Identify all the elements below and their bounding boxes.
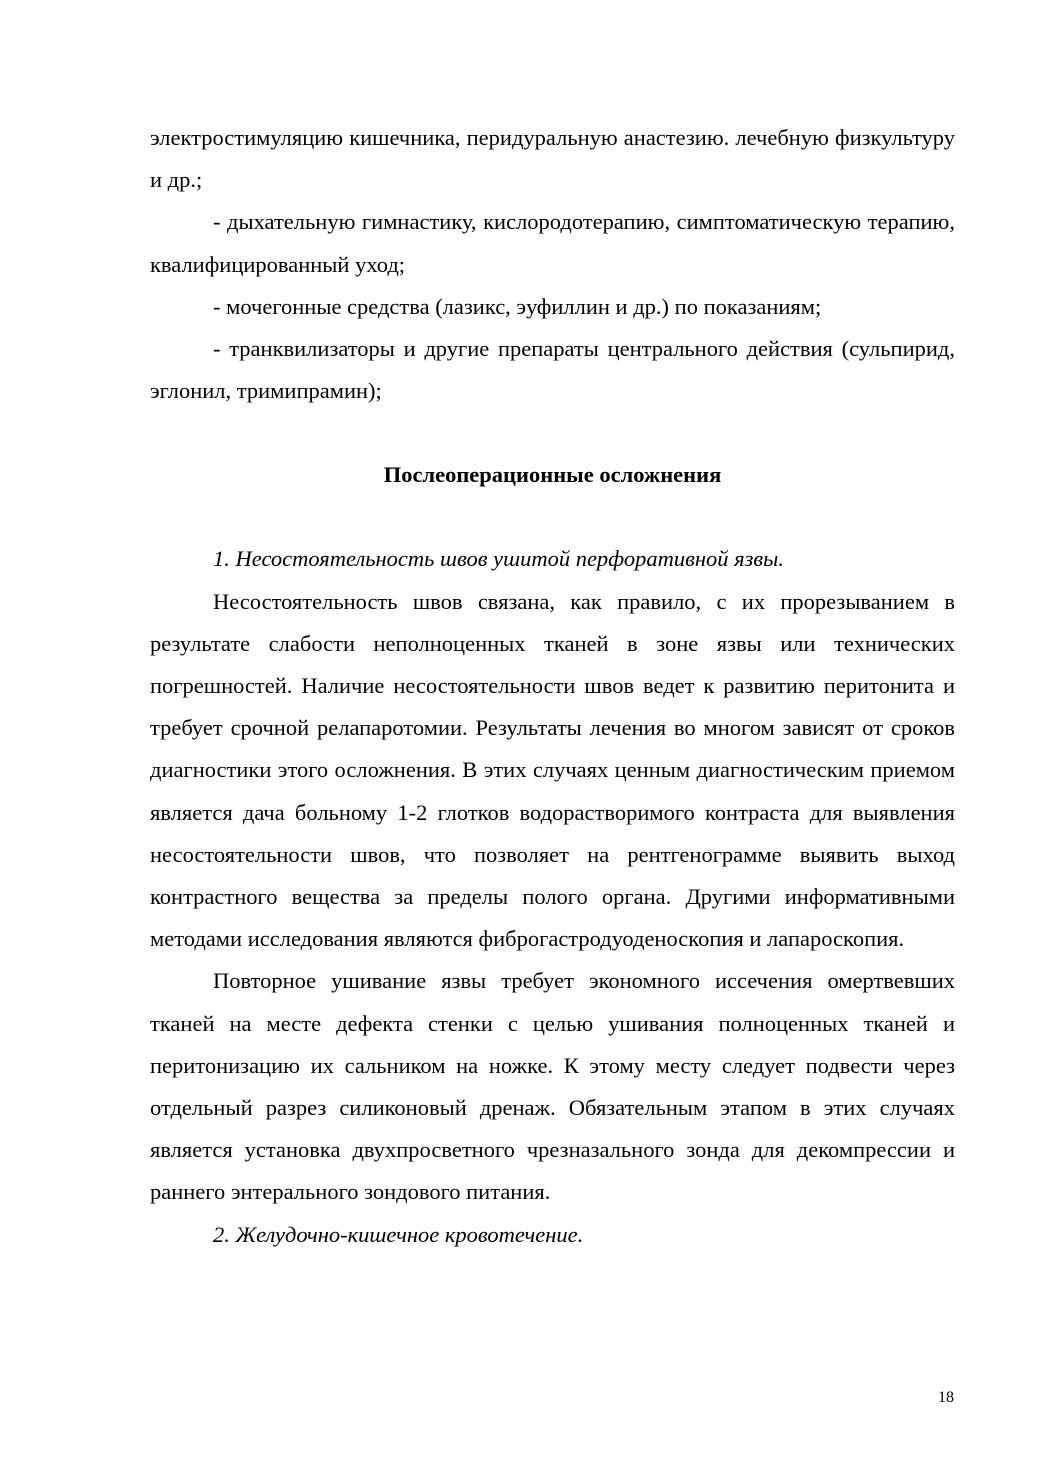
page-body (150, 117, 955, 1256)
subheading-suture-failure: 1. Несостоятельность швов ушитой перфоративной язвы. (213, 546, 785, 572)
subheading-gi-bleeding: 2. Желудочно-кишечное кровотечение. (213, 1221, 584, 1247)
spacer (150, 496, 955, 538)
page-number: 18 (938, 1389, 954, 1406)
list-item-breathing: - дыхательную гимнастику, кислородотерапию, симптоматическую терапию, квалифицированный уход; (150, 209, 955, 277)
section-heading: Послеоперационные осложнения (383, 462, 722, 488)
paragraph-repeat-suturing: Повторное ушивание язвы требует экономного иссечения омертвевших тканей на месте дефекта стенки с целью ушивания полноценных тканей и перитонизацию их сальником на ножке. К этому месту следует подвести через отдельный разрез силиконовый дренаж. Обязательным этапом в этих случаях является установка двухпросветного чрезназального зонда для декомпрессии и раннего энтерального зондового питания. (150, 968, 955, 1205)
list-item-tranquilizers: - транквилизаторы и другие препараты центрального действия (сульпирид, эглонил, тримипрамин); (150, 336, 955, 404)
paragraph-suture-failure: Несостоятельность швов связана, как правило, с их прорезыванием в результате слабости неполноценных тканей в зоне язвы или технических погрешностей. Наличие несостоятельности швов ведет к развитию перитонита и требует срочной релапаротомии. Результаты лечения во многом зависят от сроков диагностики этого осложнения. В этих случаях ценным диагностическим приемом является дача больному 1-2 глотков водорастворимого контраста для выявления несостоятельности швов, что позволяет на рентгенограмме выявить выход контрастного вещества за пределы полого органа. Другими информативными методами исследования являются фиброгастродуоденоскопия и лапароскопия. (150, 588, 955, 952)
list-item-diuretics: - мочегонные средства (лазикс, эуфиллин и др.) по показаниям; (213, 293, 822, 319)
spacer (150, 412, 955, 454)
paragraph-continuation: электростимуляцию кишечника, перидуральную анастезию. лечебную физкультуру и др.; (150, 125, 955, 193)
